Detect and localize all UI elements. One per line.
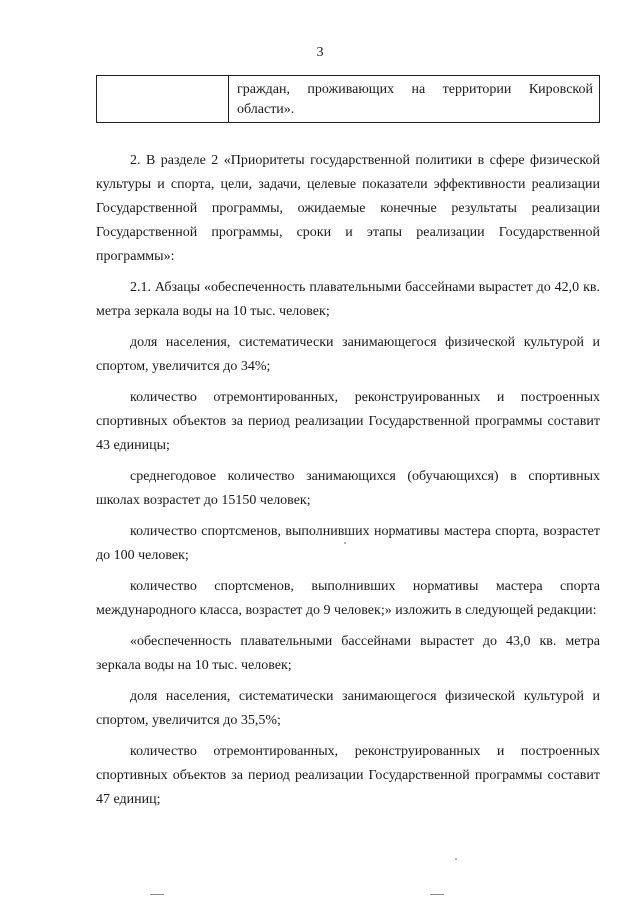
continuation-table bbox=[96, 75, 600, 123]
table-cell-content: граждан, проживающих на территории Кировской области». bbox=[237, 82, 593, 117]
footer-mark bbox=[430, 894, 444, 895]
paragraph-2-1-pools: 2.1. Абзацы «обеспеченность плавательными бассейнами вырастет до 42,0 кв. метра зеркала воды на 10 тыс. человек; bbox=[96, 280, 600, 319]
paragraph-section-2: 2. В разделе 2 «Приоритеты государственной политики в сфере физической культуры и спорта, цели, задачи, целевые показатели эффективности реализации Государственной программы, ожидаемые конечные результаты реализации Государственной программы, сроки и этапы реализации Государственной программы»: bbox=[96, 153, 600, 264]
footer-mark bbox=[150, 894, 164, 895]
paragraph-new-sports-facilities: количество отремонтированных, реконструированных и построенных спортивных объектов за период реализации Государственной программы составит 47 единиц; bbox=[96, 744, 600, 807]
document-body bbox=[96, 149, 600, 812]
paragraph-population-share: доля населения, систематически занимающегося физической культурой и спортом, увеличится до 34%; bbox=[96, 335, 600, 374]
paragraph-international-masters: количество спортсменов, выполнивших нормативы мастера спорта международного класса, возрастет до 9 человек;» изложить в следующей редакции: bbox=[96, 579, 600, 618]
paragraph-new-population-share: доля населения, систематически занимающегося физической культурой и спортом, увеличится до 35,5%; bbox=[96, 689, 600, 728]
paragraph-sports-facilities: количество отремонтированных, реконструированных и построенных спортивных объектов за период реализации Государственной программы составит 43 единицы; bbox=[96, 390, 600, 453]
table-cell-empty bbox=[97, 76, 229, 123]
table-row bbox=[97, 76, 600, 123]
page-number: 3 bbox=[316, 45, 324, 60]
table-cell-text bbox=[229, 76, 600, 123]
paragraph-masters-of-sport: количество спортсменов, выполнивших нормативы мастера спорта, возрастет до 100 человек; bbox=[96, 524, 600, 563]
paragraph-new-pools: «обеспеченность плавательными бассейнами вырастет до 43,0 кв. метра зеркала воды на 10 тыс. человек; bbox=[96, 634, 600, 673]
scan-speck bbox=[455, 858, 457, 860]
paragraph-sports-schools: среднегодовое количество занимающихся (обучающихся) в спортивных школах возрастет до 15150 человек; bbox=[96, 469, 600, 508]
scan-speck bbox=[344, 542, 346, 544]
